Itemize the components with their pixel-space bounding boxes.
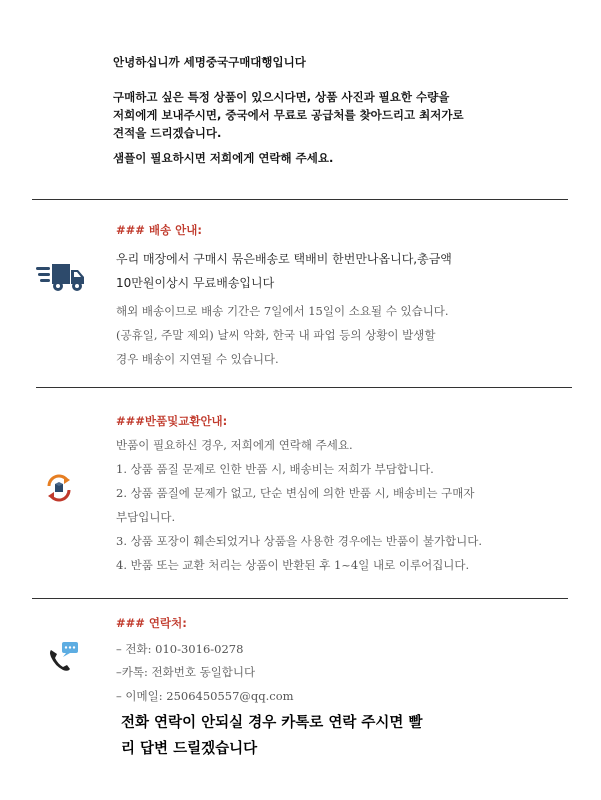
intro-line-1: 구매하고 싶은 특정 상품이 있으시다면, 상품 사진과 필요한 수량을 bbox=[113, 90, 450, 104]
contact-note-1: 전화 연락이 안되실 경우 카톡로 연락 주시면 빨 bbox=[121, 715, 423, 731]
intro-line-3: 견적을 드리겠습니다. bbox=[113, 126, 222, 140]
returns-title: ###반품및교환안내: bbox=[116, 414, 228, 428]
returns-line-6: 4. 반품 또는 교환 처리는 상품이 반환된 후 1~4일 내로 이루어집니다. bbox=[116, 558, 470, 572]
contact-title: ### 연락처: bbox=[116, 616, 187, 630]
shipping-note-2: (공휴일, 주말 제외) 날씨 악화, 한국 내 파업 등의 상황이 발생할 bbox=[116, 328, 436, 342]
shipping-note-3: 경우 배송이 지연될 수 있습니다. bbox=[116, 352, 279, 366]
contact-phone: – 전화: 010-3016-0278 bbox=[116, 642, 244, 656]
shipping-title: ### 배송 안내: bbox=[116, 223, 202, 237]
returns-line-5: 3. 상품 포장이 훼손되었거나 상품을 사용한 경우에는 반품이 불가합니다. bbox=[116, 534, 483, 548]
returns-line-3: 2. 상품 품질에 문제가 없고, 단순 변심에 의한 반품 시, 배송비는 구매자 bbox=[116, 486, 475, 500]
sample-request: 샘플이 필요하시면 저희에게 연락해 주세요. bbox=[113, 151, 334, 165]
contact-note-2: 리 답변 드릴겠습니다 bbox=[121, 741, 258, 757]
divider bbox=[32, 199, 568, 200]
divider bbox=[36, 387, 572, 388]
shipping-note-1: 해외 배송이므로 배송 기간은 7일에서 15일이 소요될 수 있습니다. bbox=[116, 304, 449, 318]
returns-line-4: 부담입니다. bbox=[116, 510, 176, 524]
greeting: 안녕하십니까 세명중국구매대행입니다 bbox=[113, 55, 306, 69]
return-exchange-icon bbox=[43, 472, 75, 508]
divider bbox=[32, 598, 568, 599]
delivery-truck-icon bbox=[36, 261, 86, 297]
contact-email: – 이메일: 2506450557@qq.com bbox=[116, 689, 294, 703]
contact-kakao: –카톡: 전화번호 동일합니다 bbox=[116, 665, 256, 679]
shipping-highlight-1: 우리 매장에서 구매시 묶은배송로 택배비 한번만나옵니다,총금액 bbox=[116, 252, 452, 266]
shipping-highlight-2: 10만원이상시 무료배송입니다 bbox=[116, 276, 275, 290]
returns-line-2: 1. 상품 품질 문제로 인한 반품 시, 배송비는 저희가 부담합니다. bbox=[116, 462, 434, 476]
phone-chat-icon bbox=[48, 640, 84, 676]
intro-line-2: 저희에게 보내주시면, 중국에서 무료로 공급처를 찾아드리고 최저가로 bbox=[113, 108, 464, 122]
returns-line-1: 반품이 필요하신 경우, 저희에게 연락해 주세요. bbox=[116, 438, 353, 452]
